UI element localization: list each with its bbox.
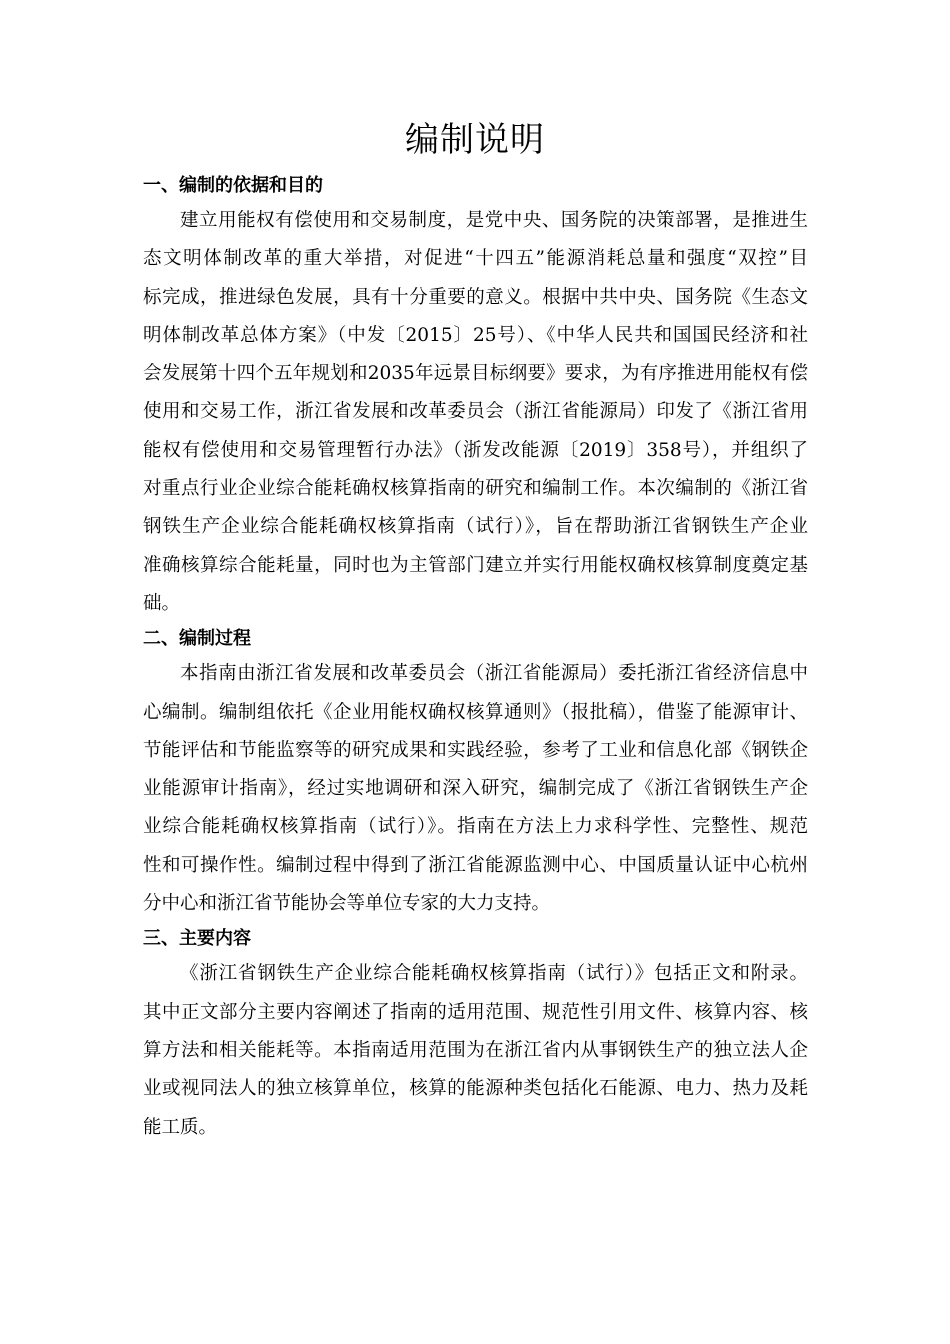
section-heading-basis-purpose: 一、编制的依据和目的 — [143, 175, 323, 196]
document-title: 编制说明 — [405, 120, 545, 160]
paragraph-line: 明体制改革总体方案》（中发〔2015〕25号）、《中华人民共和国国民经济和社 — [143, 324, 808, 346]
paragraph-line: 性和可操作性。编制过程中得到了浙江省能源监测中心、中国质量认证中心杭州 — [143, 854, 808, 876]
paragraph-line: 态文明体制改革的重大举措，对促进“十四五”能源消耗总量和强度“双控”目 — [143, 248, 808, 270]
paragraph-line: 标完成，推进绿色发展，具有十分重要的意义。根据中共中央、国务院《生态文 — [143, 286, 808, 308]
paragraph-line: 准确核算综合能耗量，同时也为主管部门建立并实行用能权确权核算制度奠定基 — [143, 554, 808, 576]
paragraph-line: 业能源审计指南》，经过实地调研和深入研究，编制完成了《浙江省钢铁生产企 — [143, 778, 808, 800]
section-paragraph-basis-purpose — [143, 202, 808, 623]
paragraph-line: 其中正文部分主要内容阐述了指南的适用范围、规范性引用文件、核算内容、核 — [143, 1001, 808, 1023]
paragraph-line: 能权有偿使用和交易管理暂行办法》（浙发改能源〔2019〕358号），并组织了 — [143, 439, 808, 461]
paragraph-line: 使用和交易工作，浙江省发展和改革委员会（浙江省能源局）印发了《浙江省用 — [143, 401, 808, 423]
paragraph-line: 对重点行业企业综合能耗确权核算指南的研究和编制工作。本次编制的《浙江省 — [143, 478, 808, 500]
paragraph-line: 会发展第十四个五年规划和2035年远景目标纲要》要求，为有序推进用能权有偿 — [143, 363, 808, 385]
paragraph-line: 本指南由浙江省发展和改革委员会（浙江省能源局）委托浙江省经济信息中 — [180, 663, 808, 685]
paragraph-line: 《浙江省钢铁生产企业综合能耗确权核算指南（试行）》包括正文和附录。 — [180, 963, 808, 985]
paragraph-line: 能工质。 — [143, 1116, 218, 1138]
paragraph-line: 算方法和相关能耗等。本指南适用范围为在浙江省内从事钢铁生产的独立法人企 — [143, 1039, 808, 1061]
document-body — [143, 170, 808, 1147]
paragraph-line: 础。 — [143, 592, 181, 614]
paragraph-line: 节能评估和节能监察等的研究成果和实践经验，参考了工业和信息化部《钢铁企 — [143, 739, 808, 761]
paragraph-line: 业或视同法人的独立核算单位，核算的能源种类包括化石能源、电力、热力及耗 — [143, 1078, 808, 1100]
paragraph-line: 业综合能耗确权核算指南（试行）》。指南在方法上力求科学性、完整性、规范 — [143, 816, 808, 838]
section-heading-process: 二、编制过程 — [143, 628, 251, 650]
paragraph-line: 心编制。编制组依托《企业用能权确权核算通则》（报批稿），借鉴了能源审计、 — [143, 701, 808, 723]
section-paragraph-main-content — [143, 955, 808, 1146]
paragraph-line: 钢铁生产企业综合能耗确权核算指南（试行）》，旨在帮助浙江省钢铁生产企业 — [143, 516, 808, 538]
section-paragraph-process — [143, 655, 808, 923]
paragraph-line: 分中心和浙江省节能协会等单位专家的大力支持。 — [143, 893, 551, 915]
section-heading-main-content: 三、主要内容 — [143, 928, 251, 950]
paragraph-line: 建立用能权有偿使用和交易制度，是党中央、国务院的决策部署，是推进生 — [180, 210, 808, 231]
